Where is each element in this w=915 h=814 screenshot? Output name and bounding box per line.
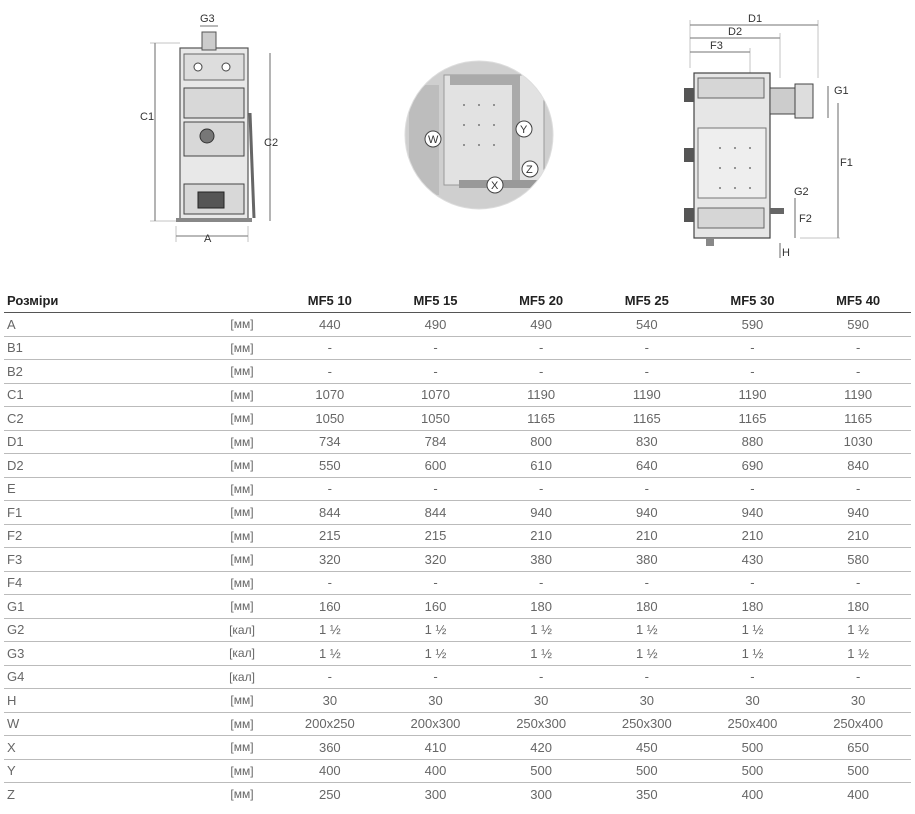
value-cell: 350 <box>635 786 658 802</box>
label-f1: F1 <box>840 157 853 169</box>
table-row <box>4 430 911 454</box>
value-cell: 250 <box>318 786 341 802</box>
table-row <box>4 736 911 760</box>
value-cell: - <box>805 360 911 384</box>
value-cell: 180 <box>594 595 700 619</box>
value-cell: 1165 <box>594 407 700 431</box>
value-cell: 1 ½ <box>488 618 594 642</box>
param-name-cell: F4 <box>4 571 207 595</box>
label-x: X <box>491 180 499 192</box>
param-name-cell: B1 <box>4 336 207 360</box>
value-cell: - <box>594 336 700 360</box>
value-cell: 420 <box>488 736 594 760</box>
value-cell: 400 <box>277 759 383 783</box>
header-cell: MF5 40 <box>805 288 911 313</box>
value-cell: 250x300 <box>488 712 594 736</box>
label-h: H <box>782 247 790 258</box>
value-cell: 250x400 <box>805 712 911 736</box>
value-cell: 200x300 <box>383 712 489 736</box>
value-cell: 580 <box>805 548 911 572</box>
value-cell: - <box>805 477 911 501</box>
value-cell: 1 ½ <box>277 642 383 666</box>
table-row <box>4 665 911 689</box>
value-cell: - <box>700 477 806 501</box>
table-row <box>4 336 911 360</box>
value-cell: - <box>805 336 911 360</box>
value-cell: 690 <box>700 454 806 478</box>
value-cell: - <box>594 665 700 689</box>
value-cell: 590 <box>805 313 911 337</box>
value-cell: - <box>700 336 806 360</box>
value-cell: - <box>700 360 806 384</box>
param-name-cell: D1 <box>4 430 207 454</box>
value-cell: 210 <box>488 524 594 548</box>
label-f2: F2 <box>799 213 812 225</box>
unit-cell: [мм] <box>207 595 277 619</box>
value-cell: 1 ½ <box>594 618 700 642</box>
param-name-cell: A <box>4 313 207 337</box>
param-name-cell: G3 <box>4 642 207 666</box>
header-cell: MF5 25 <box>594 288 700 313</box>
value-cell: 410 <box>383 736 489 760</box>
boiler-front-view-drawing <box>140 8 290 248</box>
label-g3: G3 <box>200 13 215 25</box>
table-row <box>4 501 911 525</box>
table-row <box>4 548 911 572</box>
value-cell: 320 <box>277 548 383 572</box>
value-cell: - <box>488 477 594 501</box>
value-cell: 180 <box>805 595 911 619</box>
value-cell: 490 <box>383 313 489 337</box>
value-cell: - <box>594 360 700 384</box>
value-cell: 844 <box>277 501 383 525</box>
value-cell: 1190 <box>488 383 594 407</box>
table-row <box>4 313 911 337</box>
label-d1: D1 <box>748 13 763 25</box>
label-d2: D2 <box>728 26 743 38</box>
value-cell: 180 <box>700 595 806 619</box>
unit-cell: [мм] <box>207 712 277 736</box>
combustion-chamber-drawing <box>404 55 554 215</box>
param-name-cell: E <box>4 477 207 501</box>
unit-cell: [мм] <box>207 736 277 760</box>
table-row <box>4 571 911 595</box>
label-g1: G1 <box>834 85 849 97</box>
value-cell: 784 <box>383 430 489 454</box>
value-cell: 215 <box>383 524 489 548</box>
value-cell: 210 <box>700 524 806 548</box>
value-cell: 600 <box>383 454 489 478</box>
unit-cell: [мм] <box>207 689 277 713</box>
value-cell: 180 <box>488 595 594 619</box>
value-cell: - <box>594 571 700 595</box>
table-row <box>4 454 911 478</box>
value-cell: 550 <box>277 454 383 478</box>
value-cell: - <box>383 477 489 501</box>
value-cell: 30 <box>277 689 383 713</box>
value-cell: - <box>805 665 911 689</box>
value-cell: 1 ½ <box>277 618 383 642</box>
unit-cell: [кал] <box>207 618 277 642</box>
value-cell: 1 ½ <box>383 642 489 666</box>
table-row <box>4 383 911 407</box>
value-cell: 830 <box>594 430 700 454</box>
value-cell: 1070 <box>383 383 489 407</box>
value-cell: 215 <box>277 524 383 548</box>
label-z: Z <box>526 164 533 176</box>
value-cell: 400 <box>383 759 489 783</box>
header-cell: MF5 10 <box>277 288 383 313</box>
value-cell: 880 <box>700 430 806 454</box>
param-name-cell: C1 <box>4 383 207 407</box>
param-name-cell: Z <box>7 786 15 802</box>
value-cell: 430 <box>700 548 806 572</box>
unit-cell: [мм] <box>207 454 277 478</box>
value-cell: 500 <box>805 759 911 783</box>
value-cell: 500 <box>594 759 700 783</box>
value-cell: - <box>700 665 806 689</box>
value-cell: 400 <box>847 786 869 802</box>
unit-cell: [кал] <box>207 642 277 666</box>
value-cell: - <box>383 665 489 689</box>
value-cell: 320 <box>383 548 489 572</box>
value-cell: - <box>805 571 911 595</box>
param-name-cell: X <box>4 736 207 760</box>
table-row <box>4 360 911 384</box>
value-cell: 734 <box>277 430 383 454</box>
label-g2: G2 <box>794 186 809 198</box>
value-cell: 1165 <box>700 407 806 431</box>
value-cell: 200x250 <box>277 712 383 736</box>
value-cell: 540 <box>594 313 700 337</box>
value-cell: 800 <box>488 430 594 454</box>
value-cell: 400 <box>741 786 764 802</box>
value-cell: 500 <box>488 759 594 783</box>
unit-cell: [мм] <box>207 571 277 595</box>
value-cell: 640 <box>594 454 700 478</box>
unit-cell: [мм] <box>207 313 277 337</box>
header-cell: Розміри <box>4 288 207 313</box>
value-cell: 500 <box>700 759 806 783</box>
table-row <box>4 642 911 666</box>
value-cell: 1 ½ <box>805 618 911 642</box>
value-cell: 940 <box>594 501 700 525</box>
value-cell: - <box>488 571 594 595</box>
value-cell: 300 <box>424 786 447 802</box>
table-row <box>4 618 911 642</box>
value-cell: 210 <box>594 524 700 548</box>
unit-cell: [мм] <box>207 501 277 525</box>
value-cell: 590 <box>700 313 806 337</box>
param-name-cell: G4 <box>4 665 207 689</box>
value-cell: 1190 <box>700 383 806 407</box>
table-row <box>4 783 911 806</box>
value-cell: 1 ½ <box>700 642 806 666</box>
value-cell: 1070 <box>277 383 383 407</box>
value-cell: - <box>488 336 594 360</box>
unit-cell: [мм] <box>207 430 277 454</box>
value-cell: 450 <box>594 736 700 760</box>
value-cell: 360 <box>277 736 383 760</box>
header-cell: MF5 15 <box>383 288 489 313</box>
value-cell: 1 ½ <box>594 642 700 666</box>
value-cell: 940 <box>488 501 594 525</box>
value-cell: - <box>277 360 383 384</box>
param-name-cell: B2 <box>4 360 207 384</box>
table-row <box>4 689 911 713</box>
label-a: A <box>204 233 212 245</box>
value-cell: 30 <box>488 689 594 713</box>
value-cell: 1050 <box>277 407 383 431</box>
value-cell: 250x400 <box>700 712 806 736</box>
table-row <box>4 712 911 736</box>
param-name-cell: C2 <box>4 407 207 431</box>
label-f3: F3 <box>710 40 723 52</box>
param-name-cell: H <box>4 689 207 713</box>
value-cell: - <box>277 665 383 689</box>
table-row <box>4 477 911 501</box>
table-row <box>4 407 911 431</box>
value-cell: 380 <box>488 548 594 572</box>
value-cell: 650 <box>805 736 911 760</box>
value-cell: 940 <box>805 501 911 525</box>
value-cell: 380 <box>594 548 700 572</box>
label-c1: C1 <box>140 111 155 123</box>
table-header-row <box>4 288 911 313</box>
value-cell: - <box>488 360 594 384</box>
value-cell: 1030 <box>805 430 911 454</box>
unit-cell: [мм] <box>207 360 277 384</box>
unit-cell: [мм] <box>207 383 277 407</box>
value-cell: 840 <box>805 454 911 478</box>
value-cell: 490 <box>488 313 594 337</box>
value-cell: 300 <box>530 786 552 802</box>
param-name-cell: Y <box>4 759 207 783</box>
param-name-cell: F2 <box>4 524 207 548</box>
value-cell: 1050 <box>383 407 489 431</box>
param-name-cell: D2 <box>4 454 207 478</box>
table-row <box>4 524 911 548</box>
value-cell: 1190 <box>805 383 911 407</box>
value-cell: 500 <box>700 736 806 760</box>
value-cell: 210 <box>805 524 911 548</box>
value-cell: 610 <box>488 454 594 478</box>
param-name-cell: G1 <box>4 595 207 619</box>
unit-cell: [мм] <box>207 524 277 548</box>
value-cell: 1 ½ <box>488 642 594 666</box>
value-cell: 30 <box>805 689 911 713</box>
value-cell: - <box>277 336 383 360</box>
value-cell: - <box>383 360 489 384</box>
boiler-side-view-drawing <box>670 8 870 258</box>
unit-cell: [мм] <box>207 548 277 572</box>
value-cell: 30 <box>700 689 806 713</box>
value-cell: - <box>594 477 700 501</box>
param-name-cell: F3 <box>4 548 207 572</box>
unit-cell: [мм] <box>207 407 277 431</box>
value-cell: 1 ½ <box>700 618 806 642</box>
table-row <box>4 759 911 783</box>
value-cell: 440 <box>277 313 383 337</box>
value-cell: 160 <box>383 595 489 619</box>
value-cell: - <box>277 571 383 595</box>
value-cell: - <box>383 571 489 595</box>
value-cell: 1165 <box>488 407 594 431</box>
unit-cell: [мм] <box>207 759 277 783</box>
value-cell: 844 <box>383 501 489 525</box>
dimensions-table <box>4 288 911 806</box>
label-y: Y <box>520 124 528 136</box>
value-cell: - <box>700 571 806 595</box>
param-name-cell: G2 <box>4 618 207 642</box>
param-name-cell: F1 <box>4 501 207 525</box>
value-cell: - <box>277 477 383 501</box>
value-cell: 30 <box>383 689 489 713</box>
param-name-cell: W <box>4 712 207 736</box>
value-cell: 940 <box>700 501 806 525</box>
header-cell <box>207 288 277 313</box>
unit-cell: [кал] <box>207 665 277 689</box>
unit-cell: [мм] <box>207 336 277 360</box>
value-cell: 1 ½ <box>805 642 911 666</box>
unit-cell: [мм] <box>207 477 277 501</box>
value-cell: 250x300 <box>594 712 700 736</box>
value-cell: 1165 <box>805 407 911 431</box>
value-cell: 160 <box>277 595 383 619</box>
label-w: W <box>428 134 439 146</box>
value-cell: 1190 <box>594 383 700 407</box>
header-cell: MF5 20 <box>488 288 594 313</box>
header-cell: MF5 30 <box>700 288 806 313</box>
value-cell: - <box>488 665 594 689</box>
table-row <box>4 595 911 619</box>
value-cell: - <box>383 336 489 360</box>
table-body <box>4 313 911 806</box>
value-cell: 1 ½ <box>383 618 489 642</box>
value-cell: 30 <box>594 689 700 713</box>
label-c2: C2 <box>264 137 279 149</box>
unit-cell: [мм] <box>230 787 254 802</box>
